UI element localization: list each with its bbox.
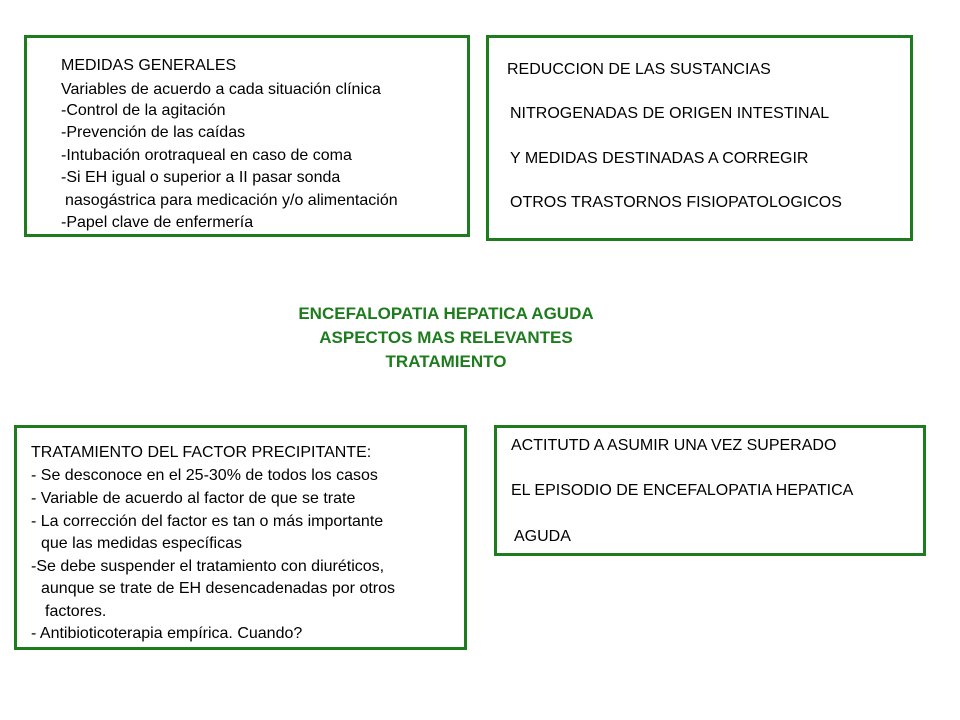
- title-line-2: ASPECTOS MAS RELEVANTES: [319, 328, 573, 347]
- factor-precipitante-line: - Se desconoce en el 25-30% de todos los casos: [31, 467, 378, 484]
- medidas-generales-box: [24, 35, 470, 237]
- medidas-generales-line: -Prevención de las caídas: [61, 124, 246, 141]
- page-title: [230, 302, 662, 374]
- medidas-generales-line: -Intubación orotraqueal en caso de coma: [61, 147, 352, 164]
- title-line-3: TRATAMIENTO: [385, 352, 507, 371]
- medidas-generales-line: Variables de acuerdo a cada situación clínica: [61, 81, 381, 98]
- reduccion-box: [486, 35, 913, 241]
- factor-precipitante-line: factores.: [45, 603, 107, 620]
- actitud-line: EL EPISODIO DE ENCEFALOPATIA HEPATICA: [511, 482, 854, 499]
- actitud-box: [494, 425, 926, 556]
- factor-precipitante-box: [14, 425, 467, 650]
- medidas-generales-line: -Control de la agitación: [61, 102, 226, 119]
- factor-precipitante-line: - La corrección del factor es tan o más importante: [31, 513, 384, 530]
- medidas-generales-line: nasogástrica para medicación y/o alimentación: [65, 192, 398, 209]
- medidas-generales-heading: MEDIDAS GENERALES: [61, 57, 237, 74]
- reduccion-line: NITROGENADAS DE ORIGEN INTESTINAL: [510, 105, 830, 122]
- factor-precipitante-heading: TRATAMIENTO DEL FACTOR PRECIPITANTE:: [31, 444, 372, 461]
- reduccion-line: Y MEDIDAS DESTINADAS A CORREGIR: [510, 150, 809, 167]
- factor-precipitante-line: - Antibioticoterapia empírica. Cuando?: [31, 625, 303, 642]
- medidas-generales-line: -Si EH igual o superior a II pasar sonda: [61, 169, 341, 186]
- reduccion-line: OTROS TRASTORNOS FISIOPATOLOGICOS: [510, 194, 842, 211]
- actitud-line: AGUDA: [514, 528, 571, 545]
- factor-precipitante-line: que las medidas específicas: [41, 535, 242, 552]
- title-line-1: ENCEFALOPATIA HEPATICA AGUDA: [298, 304, 594, 323]
- factor-precipitante-line: aunque se trate de EH desencadenadas por otros: [41, 580, 396, 597]
- factor-precipitante-line: -Se debe suspender el tratamiento con diuréticos,: [31, 558, 385, 575]
- actitud-line: ACTITUTD A ASUMIR UNA VEZ SUPERADO: [511, 437, 837, 454]
- reduccion-line: REDUCCION DE LAS SUSTANCIAS: [507, 61, 771, 78]
- factor-precipitante-line: - Variable de acuerdo al factor de que se trate: [31, 490, 356, 507]
- medidas-generales-line: -Papel clave de enfermería: [61, 214, 254, 231]
